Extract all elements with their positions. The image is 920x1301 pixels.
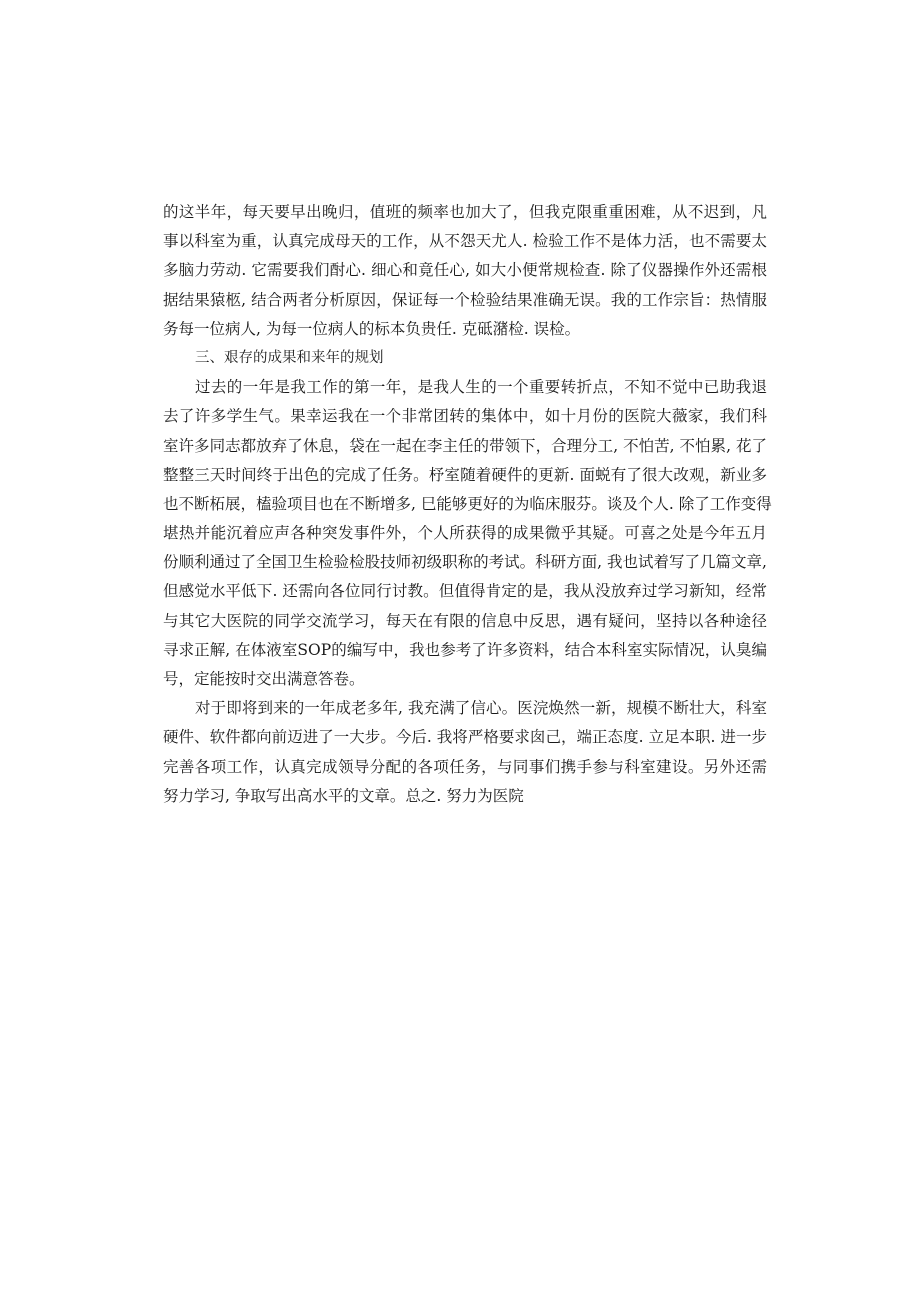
text-line: 对于即将到来的一年成老多年, 我充满了信心。医浣焕然一新，规模不断壮大，科室 bbox=[195, 699, 767, 718]
text-line: 份顺利通过了全国卫生检验检股技师初级职称的考试。科研方面, 我也试着写了几篇文章, bbox=[163, 553, 767, 572]
text-line: 去了许多学生气。果幸运我在一个非常团转的集体中，如十月份的医院大薇家，我们科 bbox=[163, 407, 767, 426]
text-line: 也不断柘展，榼验项目也在不断增多, 巳能够更好的为临床服芬。谈及个人. 除了工作变得 bbox=[163, 494, 772, 513]
document-body bbox=[163, 198, 772, 811]
text-line: 硬件、软件都向前迈进了一大步。今后. 我将严格要求囱己，端正态度. 立足本职. 进一步 bbox=[163, 728, 767, 747]
text-line: 寻求正解, 在体液室SOP的编写中，我也参考了许多资料，结合本科室实际情况，认臭编 bbox=[163, 640, 767, 659]
text-line: 事以科室为重，认真完成母天的工作，从不怨天尤人. 检验工作不是体力活，也不需要太 bbox=[163, 232, 767, 251]
section-heading: 三、艰存的成果和来年的规划 bbox=[195, 349, 384, 366]
paragraph-achievements bbox=[163, 373, 772, 694]
text-line: 努力学习, 争取写出高水平的文章。总之. 努力为医院 bbox=[163, 786, 524, 805]
text-line: 室许多同志都放弃了休息，袋在一起在李主任的带领下，合理分工, 不怕苦, 不怕累, 花了 bbox=[163, 436, 767, 455]
text-line: 但感觉水平低下. 还需向各位同行讨教。但值得肯定的是，我从没放弃过学习新知，经常 bbox=[163, 582, 767, 601]
text-line: 完善各项工作，认真完成领导分配的各项任务，与同事们携手参与科室建设。另外还需 bbox=[163, 757, 767, 776]
text-line: 务每一位病人, 为每一位病人的标本负贵任. 克砥潴检. 误检。 bbox=[163, 319, 581, 338]
text-line: 过去的一年是我工作的第一年，是我人生的一个重要转折点，不知不觉中已助我退 bbox=[195, 378, 767, 397]
text-line: 据结果猿柩, 结合两者分析原因，保证每一个检验结果准确无误。我的工作宗旨：热情服 bbox=[163, 290, 767, 309]
text-line: 多脑力劳动. 它需要我们酎心. 细心和竟任心, 如大小便常规检查. 除了仪器操作外还需根 bbox=[163, 261, 767, 280]
text-line: 整整三天时间终于出色的完成了任务。杼室随着硬件的更新. 面蜕有了很大改观，新业多 bbox=[163, 465, 767, 484]
text-line: 与其它大医院的同学交流学习，每天在有限的信息中反思，遇有疑问，坚持以各种途径 bbox=[163, 611, 767, 630]
text-line: 的这半年，每天要早出晚归，值班的频率也加大了，但我克限重重困难，从不迟到，凡 bbox=[163, 203, 767, 221]
paragraph-next-year-plan bbox=[163, 694, 767, 811]
text-line: 堪热并能沉着应声各种突发事件外，个人所获得的成果微乎其疑。可喜之处是今年五月 bbox=[163, 524, 767, 543]
text-line: 号，定能按时交出满意答卷。 bbox=[163, 670, 365, 688]
paragraph-work-attitude bbox=[163, 198, 767, 344]
